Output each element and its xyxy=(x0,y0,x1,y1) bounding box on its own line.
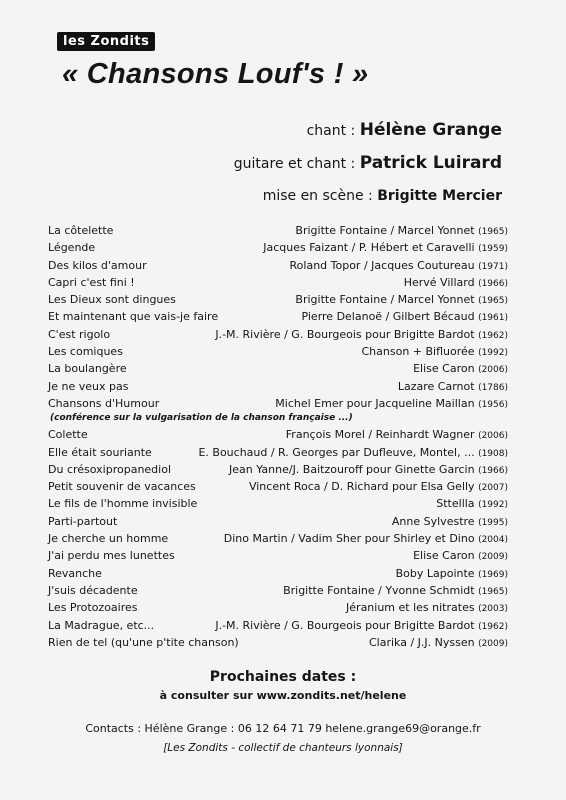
song-title: Et maintenant que vais-je faire xyxy=(48,310,219,324)
song-row xyxy=(48,565,508,582)
song-row xyxy=(48,343,508,360)
song-year: (1962) xyxy=(478,621,508,632)
song-title: Légende xyxy=(48,241,96,255)
collective-line: [Les Zondits - collectif de chanteurs lyonnais] xyxy=(163,742,403,754)
song-year: (1959) xyxy=(478,244,508,255)
song-title: C'est rigolo xyxy=(48,327,111,341)
song-year: (1995) xyxy=(478,517,508,528)
song-row xyxy=(48,582,508,599)
song-title: Revanche xyxy=(48,566,102,580)
song-author-text: Chanson + Bifluorée xyxy=(361,345,479,359)
song-author-text: Lazare Carnot xyxy=(397,379,479,393)
song-author-text: Elise Caron xyxy=(413,362,479,376)
song-row xyxy=(48,617,508,634)
song-row xyxy=(48,274,508,291)
song-title: Petit souvenir de vacances xyxy=(48,480,196,494)
song-author-text: Brigitte Fontaine / Marcel Yonnet xyxy=(295,293,479,307)
song-author xyxy=(283,582,508,601)
song-row xyxy=(48,599,508,616)
song-author-text: Roland Topor / Jacques Coutureau xyxy=(289,258,479,272)
song-author-text: Sttellla xyxy=(436,497,479,511)
song-year: (1966) xyxy=(478,465,508,476)
song-author xyxy=(369,634,508,653)
song-row xyxy=(48,291,508,308)
song-note: (conférence sur la vulgarisation de la chanson française ...) xyxy=(50,413,353,424)
song-author-text: François Morel / Reinhardt Wagner xyxy=(285,428,479,442)
song-author-text: Michel Emer pour Jacqueline Maillan xyxy=(275,396,479,410)
song-author xyxy=(290,257,508,276)
song-author-text: Vincent Roca / D. Richard pour Elsa Gelly xyxy=(248,480,479,494)
song-author-text: Jéranium et les nitrates xyxy=(346,601,479,615)
song-author xyxy=(404,274,508,293)
song-author-text: Dino Martin / Vadim Sher pour Shirley et Dino xyxy=(223,532,479,546)
song-row xyxy=(48,308,508,325)
song-author xyxy=(215,617,508,636)
song-title: Les Protozoaires xyxy=(48,601,138,615)
song-author xyxy=(295,291,508,310)
song-year: (1965) xyxy=(478,296,508,307)
song-author-text: Pierre Delanoë / Gilbert Bécaud xyxy=(301,310,479,324)
song-year: (2003) xyxy=(478,604,508,615)
song-year: (2007) xyxy=(478,483,508,494)
credit-name: Hélène Grange xyxy=(359,120,502,140)
song-year: (1971) xyxy=(478,261,508,272)
song-title: Elle était souriante xyxy=(48,445,152,459)
song-author xyxy=(392,513,508,532)
song-row xyxy=(48,478,508,495)
song-year: (2009) xyxy=(478,638,508,649)
song-year: (2006) xyxy=(478,365,508,376)
credit-role: guitare et chant : xyxy=(233,156,360,172)
next-dates-heading: Prochaines dates : xyxy=(209,669,357,685)
song-author-text: Brigitte Fontaine / Marcel Yonnet xyxy=(295,224,479,237)
song-author xyxy=(263,239,508,258)
song-author-text: E. Bouchaud / R. Georges par Dufleuve, Montel, ... xyxy=(198,445,479,459)
song-title: Les comiques xyxy=(48,345,123,359)
song-row xyxy=(48,395,508,412)
song-author xyxy=(346,599,508,618)
song-row xyxy=(48,461,508,478)
credit-name: Patrick Luirard xyxy=(359,153,502,173)
song-year: (1961) xyxy=(478,313,508,324)
song-row xyxy=(48,239,508,256)
song-author-text: J.-M. Rivière / G. Bourgeois pour Brigitte Bardot xyxy=(215,327,479,341)
credit-chant xyxy=(307,120,502,140)
song-author-text: Jean Yanne/J. Baitzouroff pour Ginette Garcin xyxy=(228,462,479,476)
song-author xyxy=(249,478,508,497)
song-year: (2006) xyxy=(478,431,508,442)
song-row xyxy=(48,326,508,343)
song-row xyxy=(48,530,508,547)
song-author-text: Hervé Villard xyxy=(403,275,479,289)
song-year: (1956) xyxy=(478,399,508,410)
song-author xyxy=(286,426,508,445)
song-author xyxy=(198,444,508,463)
song-author xyxy=(436,495,508,514)
contact-line: Contacts : Hélène Grange : 06 12 64 71 79 helene.grange69@orange.fr xyxy=(85,722,481,735)
song-author-text: J.-M. Rivière / G. Bourgeois pour Brigitte Bardot xyxy=(215,618,479,632)
song-row xyxy=(48,426,508,443)
song-author xyxy=(413,360,508,379)
song-year: (1965) xyxy=(478,227,508,237)
credit-role: mise en scène : xyxy=(262,188,378,204)
song-title: Des kilos d'amour xyxy=(48,258,147,272)
song-year: (1969) xyxy=(478,569,508,580)
song-author xyxy=(362,343,509,362)
song-year: (1786) xyxy=(478,382,508,393)
song-author-text: Anne Sylvestre xyxy=(391,514,479,528)
song-title: Du crésoxipropanediol xyxy=(48,462,172,476)
zondits-logo: les Zondits xyxy=(57,32,155,51)
song-author xyxy=(396,565,508,584)
song-author xyxy=(215,326,508,345)
song-year: (1992) xyxy=(478,500,508,511)
song-author xyxy=(398,378,508,397)
credit-mise-en-scene xyxy=(263,188,502,204)
song-title: Chansons d'Humour xyxy=(48,396,160,410)
credit-role: chant : xyxy=(306,123,360,139)
song-title: Je cherche un homme xyxy=(48,532,169,546)
credit-guitare xyxy=(234,153,502,173)
song-row xyxy=(48,634,508,651)
song-title: La Madrague, etc... xyxy=(48,618,155,632)
song-title: Colette xyxy=(48,428,88,442)
song-author xyxy=(224,530,508,549)
credit-name: Brigitte Mercier xyxy=(377,188,502,204)
song-row xyxy=(48,257,508,274)
song-title: J'ai perdu mes lunettes xyxy=(48,549,175,563)
song-row xyxy=(48,444,508,461)
song-title: Les Dieux sont dingues xyxy=(48,293,176,307)
song-year: (1908) xyxy=(478,448,508,459)
song-row xyxy=(48,222,508,239)
song-list xyxy=(48,222,508,651)
song-author-text: Brigitte Fontaine / Yvonne Schmidt xyxy=(283,583,479,597)
song-author xyxy=(301,308,508,327)
song-author-text: Clarika / J.J. Nyssen xyxy=(368,635,479,649)
song-title: Le fils de l'homme invisible xyxy=(48,497,198,511)
song-year: (1966) xyxy=(478,278,508,289)
song-author-text: Jacques Faizant / P. Hébert et Caravelli xyxy=(263,241,479,255)
song-year: (1962) xyxy=(478,330,508,341)
song-row xyxy=(48,495,508,512)
song-author xyxy=(413,547,508,566)
song-year: (2009) xyxy=(478,552,508,563)
song-author xyxy=(229,461,508,480)
song-author-text: Elise Caron xyxy=(413,549,479,563)
song-title: Parti-partout xyxy=(48,514,118,528)
song-title: La boulangère xyxy=(48,362,127,376)
song-title: J'suis décadente xyxy=(48,583,138,597)
song-row xyxy=(48,360,508,377)
song-title: Capri c'est fini ! xyxy=(48,275,135,289)
show-title: « Chansons Louf's ! » xyxy=(62,58,369,90)
song-title: Je ne veux pas xyxy=(48,379,129,393)
website-line: à consulter sur www.zondits.net/helene xyxy=(159,689,407,702)
song-year: (1965) xyxy=(478,586,508,597)
song-author-text: Boby Lapointe xyxy=(395,566,479,580)
song-year: (1992) xyxy=(478,348,508,359)
song-year: (2004) xyxy=(478,535,508,546)
song-row xyxy=(48,513,508,530)
song-author xyxy=(295,222,508,241)
song-title: Rien de tel (qu'une p'tite chanson) xyxy=(48,635,239,649)
song-title: La côtelette xyxy=(48,224,114,237)
song-row xyxy=(48,547,508,564)
song-row xyxy=(48,378,508,395)
song-author xyxy=(275,395,508,414)
